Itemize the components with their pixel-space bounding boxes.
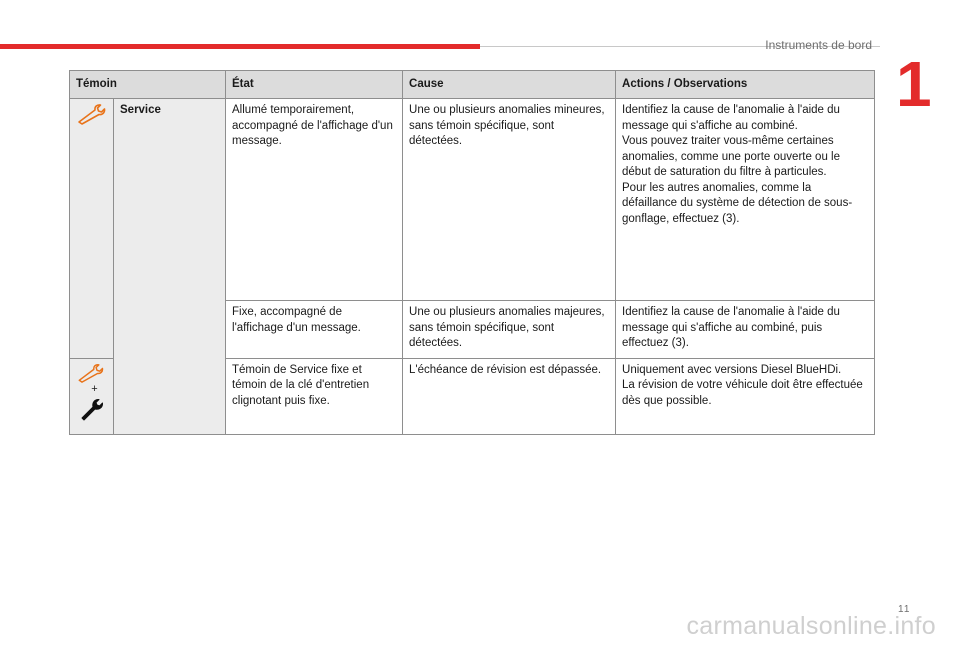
cause-cell: Une ou plusieurs anomalies majeures, sans témoin spécifique, sont détectées. bbox=[403, 301, 616, 359]
cause-cell: Une ou plusieurs anomalies mineures, sans témoin spécifique, sont détectées. bbox=[403, 99, 616, 301]
state-cell: Fixe, accompagné de l'affichage d'un message. bbox=[226, 301, 403, 359]
column-header-etat: État bbox=[226, 71, 403, 99]
column-header-actions: Actions / Observations bbox=[616, 71, 875, 99]
service-wrench-outline-icon bbox=[76, 103, 110, 125]
state-cell: Témoin de Service fixe et témoin de la clé d'entretien clignotant puis fixe. bbox=[226, 358, 403, 434]
cause-cell: L'échéance de révision est dépassée. bbox=[403, 358, 616, 434]
maintenance-wrench-icon bbox=[79, 395, 105, 421]
action-line: La révision de votre véhicule doit être effectuée dès que possible. bbox=[622, 379, 863, 407]
table-header-row bbox=[70, 71, 875, 99]
column-header-temoin: Témoin bbox=[70, 71, 226, 99]
service-label: Service bbox=[120, 104, 161, 116]
section-title: Instruments de bord bbox=[765, 38, 872, 52]
chapter-number: 1 bbox=[896, 48, 932, 120]
action-line: Pour les autres anomalies, comme la défaillance du système de détection de sous-gonflage, effectuez (3). bbox=[622, 181, 853, 225]
warning-lights-table bbox=[69, 70, 875, 435]
actions-cell bbox=[616, 99, 875, 301]
action-line: Vous pouvez traiter vous-même certaines anomalies, comme une porte ouverte ou le début de saturation du filtre à particules. bbox=[622, 135, 840, 178]
icon-cell bbox=[70, 358, 114, 434]
icon-cell bbox=[70, 99, 114, 359]
page-number: 11 bbox=[898, 604, 911, 615]
table-row bbox=[70, 99, 875, 301]
action-line: Identifiez la cause de l'anomalie à l'aide du message qui s'affiche au combiné, puis effectuez (3). bbox=[622, 306, 840, 349]
action-line: Identifiez la cause de l'anomalie à l'aide du message qui s'affiche au combiné. bbox=[622, 104, 840, 132]
service-label-cell bbox=[114, 99, 226, 435]
header-red-bar bbox=[0, 44, 480, 49]
watermark: carmanualsonline.info bbox=[686, 612, 936, 640]
service-wrench-outline-icon bbox=[75, 363, 109, 383]
action-line: Uniquement avec versions Diesel BlueHDi. bbox=[622, 363, 842, 376]
actions-cell bbox=[616, 358, 875, 434]
column-header-cause: Cause bbox=[403, 71, 616, 99]
state-cell: Allumé temporairement, accompagné de l'affichage d'un message. bbox=[226, 99, 403, 301]
actions-cell bbox=[616, 301, 875, 359]
plus-sign: + bbox=[91, 382, 98, 395]
